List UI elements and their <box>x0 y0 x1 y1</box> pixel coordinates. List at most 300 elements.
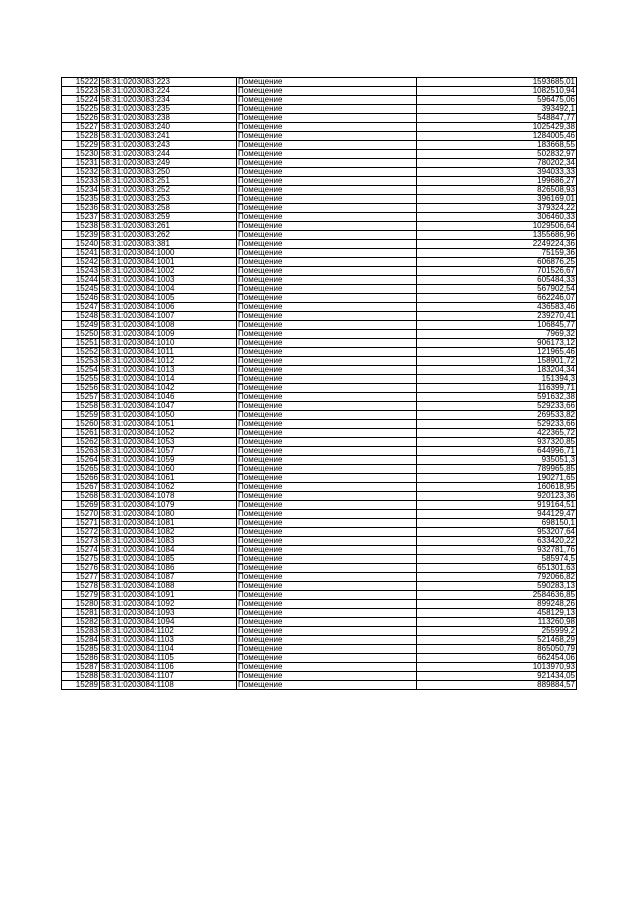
object-type-cell: Помещение <box>237 330 417 339</box>
cadastral-number-cell: 58:31:0203084:1008 <box>100 321 237 330</box>
cadastral-value-cell: 393492,1 <box>417 105 577 114</box>
table-row <box>62 537 577 546</box>
cadastral-value-cell: 590283,13 <box>417 582 577 591</box>
object-type-cell: Помещение <box>237 546 417 555</box>
object-type-cell: Помещение <box>237 573 417 582</box>
cadastral-value-cell: 306460,33 <box>417 213 577 222</box>
object-type-cell: Помещение <box>237 564 417 573</box>
object-type-cell: Помещение <box>237 645 417 654</box>
table-row <box>62 285 577 294</box>
object-type-cell: Помещение <box>237 474 417 483</box>
cadastral-value-cell: 1013970,93 <box>417 663 577 672</box>
object-type-cell: Помещение <box>237 276 417 285</box>
cadastral-number-cell: 58:31:0203084:1006 <box>100 303 237 312</box>
table-row <box>62 87 577 96</box>
cadastral-number-cell: 58:31:0203084:1083 <box>100 537 237 546</box>
cadastral-value-cell: 548847,77 <box>417 114 577 123</box>
table-row <box>62 240 577 249</box>
cadastral-number-cell: 58:31:0203084:1047 <box>100 402 237 411</box>
table-row <box>62 132 577 141</box>
object-type-cell: Помещение <box>237 483 417 492</box>
cadastral-value-cell: 644996,71 <box>417 447 577 456</box>
cadastral-number-cell: 58:31:0203083:238 <box>100 114 237 123</box>
cadastral-number-cell: 58:31:0203084:1002 <box>100 267 237 276</box>
table-row <box>62 276 577 285</box>
row-number-cell: 15240 <box>62 240 100 249</box>
object-type-cell: Помещение <box>237 555 417 564</box>
row-number-cell: 15271 <box>62 519 100 528</box>
row-number-cell: 15242 <box>62 258 100 267</box>
cadastral-number-cell: 58:31:0203083:259 <box>100 213 237 222</box>
row-number-cell: 15279 <box>62 591 100 600</box>
object-type-cell: Помещение <box>237 348 417 357</box>
table-row <box>62 645 577 654</box>
table-row <box>62 492 577 501</box>
cadastral-number-cell: 58:31:0203084:1007 <box>100 312 237 321</box>
cadastral-value-cell: 160618,95 <box>417 483 577 492</box>
row-number-cell: 15254 <box>62 366 100 375</box>
object-type-cell: Помещение <box>237 609 417 618</box>
cadastral-value-cell: 826508,93 <box>417 186 577 195</box>
object-type-cell: Помещение <box>237 303 417 312</box>
row-number-cell: 15225 <box>62 105 100 114</box>
cadastral-number-cell: 58:31:0203084:1107 <box>100 672 237 681</box>
cadastral-value-cell: 255999,2 <box>417 627 577 636</box>
cadastral-number-cell: 58:31:0203084:1061 <box>100 474 237 483</box>
cadastral-number-cell: 58:31:0203083:381 <box>100 240 237 249</box>
cadastral-value-cell: 920123,36 <box>417 492 577 501</box>
table-row <box>62 528 577 537</box>
cadastral-value-cell: 919164,51 <box>417 501 577 510</box>
row-number-cell: 15269 <box>62 501 100 510</box>
cadastral-value-cell: 906173,12 <box>417 339 577 348</box>
cadastral-value-cell: 502832,97 <box>417 150 577 159</box>
object-type-cell: Помещение <box>237 168 417 177</box>
table-row <box>62 546 577 555</box>
row-number-cell: 15248 <box>62 312 100 321</box>
table-row <box>62 213 577 222</box>
object-type-cell: Помещение <box>237 456 417 465</box>
table-row <box>62 600 577 609</box>
cadastral-number-cell: 58:31:0203084:1087 <box>100 573 237 582</box>
object-type-cell: Помещение <box>237 87 417 96</box>
object-type-cell: Помещение <box>237 672 417 681</box>
cadastral-number-cell: 58:31:0203083:234 <box>100 96 237 105</box>
row-number-cell: 15236 <box>62 204 100 213</box>
cadastral-value-cell: 7969,32 <box>417 330 577 339</box>
row-number-cell: 15244 <box>62 276 100 285</box>
cadastral-value-cell: 458129,13 <box>417 609 577 618</box>
row-number-cell: 15231 <box>62 159 100 168</box>
cadastral-value-cell: 921434,05 <box>417 672 577 681</box>
row-number-cell: 15250 <box>62 330 100 339</box>
object-type-cell: Помещение <box>237 78 417 87</box>
row-number-cell: 15286 <box>62 654 100 663</box>
table-row <box>62 564 577 573</box>
table-row <box>62 681 577 690</box>
cadastral-value-cell: 633420,22 <box>417 537 577 546</box>
cadastral-value-cell: 529233,66 <box>417 420 577 429</box>
cadastral-value-cell: 396169,01 <box>417 195 577 204</box>
row-number-cell: 15226 <box>62 114 100 123</box>
object-type-cell: Помещение <box>237 636 417 645</box>
cadastral-number-cell: 58:31:0203084:1001 <box>100 258 237 267</box>
cadastral-number-cell: 58:31:0203084:1046 <box>100 393 237 402</box>
row-number-cell: 15247 <box>62 303 100 312</box>
cadastral-number-cell: 58:31:0203084:1091 <box>100 591 237 600</box>
cadastral-number-cell: 58:31:0203083:223 <box>100 78 237 87</box>
object-type-cell: Помещение <box>237 195 417 204</box>
object-type-cell: Помещение <box>237 213 417 222</box>
row-number-cell: 15234 <box>62 186 100 195</box>
object-type-cell: Помещение <box>237 222 417 231</box>
table-row <box>62 573 577 582</box>
cadastral-value-cell: 932781,76 <box>417 546 577 555</box>
table-row <box>62 474 577 483</box>
object-type-cell: Помещение <box>237 366 417 375</box>
cadastral-value-cell: 151394,3 <box>417 375 577 384</box>
cadastral-number-cell: 58:31:0203084:1051 <box>100 420 237 429</box>
cadastral-value-cell: 1355686,96 <box>417 231 577 240</box>
cadastral-number-cell: 58:31:0203083:243 <box>100 141 237 150</box>
cadastral-number-cell: 58:31:0203084:1084 <box>100 546 237 555</box>
table-row <box>62 429 577 438</box>
row-number-cell: 15285 <box>62 645 100 654</box>
cadastral-value-cell: 789965,85 <box>417 465 577 474</box>
cadastral-number-cell: 58:31:0203084:1080 <box>100 510 237 519</box>
object-type-cell: Помещение <box>237 501 417 510</box>
table-row <box>62 420 577 429</box>
table-row <box>62 501 577 510</box>
object-type-cell: Помещение <box>237 519 417 528</box>
cadastral-number-cell: 58:31:0203084:1093 <box>100 609 237 618</box>
table-row <box>62 384 577 393</box>
cadastral-value-cell: 422365,72 <box>417 429 577 438</box>
table-row <box>62 411 577 420</box>
object-type-cell: Помещение <box>237 492 417 501</box>
cadastral-value-cell: 113260,98 <box>417 618 577 627</box>
table-row <box>62 312 577 321</box>
cadastral-number-cell: 58:31:0203083:244 <box>100 150 237 159</box>
cadastral-number-cell: 58:31:0203084:1086 <box>100 564 237 573</box>
cadastral-number-cell: 58:31:0203084:1104 <box>100 645 237 654</box>
object-type-cell: Помещение <box>237 186 417 195</box>
object-type-cell: Помещение <box>237 249 417 258</box>
table-row <box>62 627 577 636</box>
cadastral-value-cell: 2584636,85 <box>417 591 577 600</box>
cadastral-number-cell: 58:31:0203084:1105 <box>100 654 237 663</box>
row-number-cell: 15262 <box>62 438 100 447</box>
table-row <box>62 672 577 681</box>
row-number-cell: 15237 <box>62 213 100 222</box>
row-number-cell: 15227 <box>62 123 100 132</box>
cadastral-number-cell: 58:31:0203084:1079 <box>100 501 237 510</box>
row-number-cell: 15284 <box>62 636 100 645</box>
object-type-cell: Помещение <box>237 582 417 591</box>
table-row <box>62 168 577 177</box>
cadastral-value-cell: 662454,06 <box>417 654 577 663</box>
cadastral-number-cell: 58:31:0203084:1094 <box>100 618 237 627</box>
cadastral-number-cell: 58:31:0203084:1005 <box>100 294 237 303</box>
row-number-cell: 15228 <box>62 132 100 141</box>
cadastral-number-cell: 58:31:0203083:251 <box>100 177 237 186</box>
cadastral-value-cell: 199686,27 <box>417 177 577 186</box>
cadastral-value-cell: 158901,72 <box>417 357 577 366</box>
object-type-cell: Помещение <box>237 132 417 141</box>
object-type-cell: Помещение <box>237 150 417 159</box>
row-number-cell: 15289 <box>62 681 100 690</box>
row-number-cell: 15267 <box>62 483 100 492</box>
object-type-cell: Помещение <box>237 141 417 150</box>
row-number-cell: 15272 <box>62 528 100 537</box>
data-table <box>61 77 577 690</box>
object-type-cell: Помещение <box>237 537 417 546</box>
cadastral-number-cell: 58:31:0203083:258 <box>100 204 237 213</box>
object-type-cell: Помещение <box>237 240 417 249</box>
object-type-cell: Помещение <box>237 618 417 627</box>
cadastral-number-cell: 58:31:0203083:241 <box>100 132 237 141</box>
table-row <box>62 150 577 159</box>
table-row <box>62 249 577 258</box>
cadastral-value-cell: 596475,06 <box>417 96 577 105</box>
table-row <box>62 438 577 447</box>
cadastral-value-cell: 75159,36 <box>417 249 577 258</box>
cadastral-value-cell: 937320,85 <box>417 438 577 447</box>
table-row <box>62 339 577 348</box>
cadastral-value-cell: 183204,34 <box>417 366 577 375</box>
cadastral-value-cell: 865050,79 <box>417 645 577 654</box>
cadastral-number-cell: 58:31:0203083:261 <box>100 222 237 231</box>
object-type-cell: Помещение <box>237 447 417 456</box>
object-type-cell: Помещение <box>237 402 417 411</box>
row-number-cell: 15246 <box>62 294 100 303</box>
row-number-cell: 15266 <box>62 474 100 483</box>
cadastral-number-cell: 58:31:0203083:235 <box>100 105 237 114</box>
table-row <box>62 636 577 645</box>
table-row <box>62 618 577 627</box>
table-row <box>62 393 577 402</box>
row-number-cell: 15224 <box>62 96 100 105</box>
table-row <box>62 366 577 375</box>
cadastral-number-cell: 58:31:0203084:1108 <box>100 681 237 690</box>
cadastral-value-cell: 269533,82 <box>417 411 577 420</box>
table-row <box>62 96 577 105</box>
table-row <box>62 123 577 132</box>
cadastral-number-cell: 58:31:0203084:1053 <box>100 438 237 447</box>
cadastral-value-cell: 889884,57 <box>417 681 577 690</box>
object-type-cell: Помещение <box>237 393 417 402</box>
table-row <box>62 375 577 384</box>
table-row <box>62 348 577 357</box>
cadastral-number-cell: 58:31:0203084:1060 <box>100 465 237 474</box>
row-number-cell: 15265 <box>62 465 100 474</box>
cadastral-number-cell: 58:31:0203084:1003 <box>100 276 237 285</box>
row-number-cell: 15249 <box>62 321 100 330</box>
cadastral-value-cell: 591632,38 <box>417 393 577 402</box>
cadastral-number-cell: 58:31:0203084:1009 <box>100 330 237 339</box>
table-row <box>62 456 577 465</box>
row-number-cell: 15256 <box>62 384 100 393</box>
cadastral-number-cell: 58:31:0203084:1081 <box>100 519 237 528</box>
cadastral-value-cell: 944129,47 <box>417 510 577 519</box>
object-type-cell: Помещение <box>237 600 417 609</box>
table-row <box>62 465 577 474</box>
object-type-cell: Помещение <box>237 627 417 636</box>
row-number-cell: 15238 <box>62 222 100 231</box>
row-number-cell: 15274 <box>62 546 100 555</box>
row-number-cell: 15275 <box>62 555 100 564</box>
object-type-cell: Помещение <box>237 105 417 114</box>
table-row <box>62 609 577 618</box>
row-number-cell: 15243 <box>62 267 100 276</box>
cadastral-number-cell: 58:31:0203084:1102 <box>100 627 237 636</box>
table-row <box>62 177 577 186</box>
cadastral-number-cell: 58:31:0203083:262 <box>100 231 237 240</box>
cadastral-value-cell: 116399,71 <box>417 384 577 393</box>
cadastral-number-cell: 58:31:0203084:1010 <box>100 339 237 348</box>
table-row <box>62 510 577 519</box>
cadastral-value-cell: 529233,66 <box>417 402 577 411</box>
object-type-cell: Помещение <box>237 258 417 267</box>
cadastral-number-cell: 58:31:0203084:1013 <box>100 366 237 375</box>
cadastral-value-cell: 935051,3 <box>417 456 577 465</box>
cadastral-number-cell: 58:31:0203084:1078 <box>100 492 237 501</box>
table-row <box>62 582 577 591</box>
cadastral-value-cell: 606876,25 <box>417 258 577 267</box>
object-type-cell: Помещение <box>237 267 417 276</box>
object-type-cell: Помещение <box>237 231 417 240</box>
object-type-cell: Помещение <box>237 465 417 474</box>
object-type-cell: Помещение <box>237 114 417 123</box>
cadastral-number-cell: 58:31:0203083:249 <box>100 159 237 168</box>
table-row <box>62 231 577 240</box>
cadastral-value-cell: 899248,26 <box>417 600 577 609</box>
table-row <box>62 555 577 564</box>
object-type-cell: Помещение <box>237 681 417 690</box>
table-row <box>62 357 577 366</box>
table-row <box>62 258 577 267</box>
row-number-cell: 15276 <box>62 564 100 573</box>
cadastral-number-cell: 58:31:0203084:1011 <box>100 348 237 357</box>
row-number-cell: 15252 <box>62 348 100 357</box>
table-row <box>62 294 577 303</box>
row-number-cell: 15230 <box>62 150 100 159</box>
cadastral-number-cell: 58:31:0203084:1103 <box>100 636 237 645</box>
table-row <box>62 519 577 528</box>
cadastral-number-cell: 58:31:0203084:1000 <box>100 249 237 258</box>
cadastral-value-cell: 436583,46 <box>417 303 577 312</box>
row-number-cell: 15277 <box>62 573 100 582</box>
cadastral-value-cell: 1284005,46 <box>417 132 577 141</box>
row-number-cell: 15261 <box>62 429 100 438</box>
row-number-cell: 15288 <box>62 672 100 681</box>
table-row <box>62 330 577 339</box>
table-row <box>62 447 577 456</box>
object-type-cell: Помещение <box>237 438 417 447</box>
row-number-cell: 15239 <box>62 231 100 240</box>
table-row <box>62 321 577 330</box>
object-type-cell: Помещение <box>237 375 417 384</box>
object-type-cell: Помещение <box>237 321 417 330</box>
cadastral-value-cell: 121965,46 <box>417 348 577 357</box>
cadastral-value-cell: 662246,07 <box>417 294 577 303</box>
table-row <box>62 267 577 276</box>
cadastral-number-cell: 58:31:0203084:1088 <box>100 582 237 591</box>
table-row <box>62 159 577 168</box>
cadastral-number-cell: 58:31:0203084:1085 <box>100 555 237 564</box>
cadastral-value-cell: 521468,29 <box>417 636 577 645</box>
table-row <box>62 78 577 87</box>
cadastral-value-cell: 651301,63 <box>417 564 577 573</box>
cadastral-value-cell: 605484,33 <box>417 276 577 285</box>
cadastral-number-cell: 58:31:0203084:1106 <box>100 663 237 672</box>
cadastral-value-cell: 585974,5 <box>417 555 577 564</box>
row-number-cell: 15258 <box>62 402 100 411</box>
cadastral-value-cell: 701526,67 <box>417 267 577 276</box>
object-type-cell: Помещение <box>237 654 417 663</box>
cadastral-number-cell: 58:31:0203083:253 <box>100 195 237 204</box>
object-type-cell: Помещение <box>237 123 417 132</box>
table-row <box>62 105 577 114</box>
row-number-cell: 15259 <box>62 411 100 420</box>
cadastral-number-cell: 58:31:0203084:1062 <box>100 483 237 492</box>
row-number-cell: 15235 <box>62 195 100 204</box>
cadastral-number-cell: 58:31:0203084:1057 <box>100 447 237 456</box>
row-number-cell: 15287 <box>62 663 100 672</box>
cadastral-number-cell: 58:31:0203084:1004 <box>100 285 237 294</box>
row-number-cell: 15264 <box>62 456 100 465</box>
cadastral-number-cell: 58:31:0203083:240 <box>100 123 237 132</box>
row-number-cell: 15283 <box>62 627 100 636</box>
row-number-cell: 15222 <box>62 78 100 87</box>
object-type-cell: Помещение <box>237 528 417 537</box>
cadastral-number-cell: 58:31:0203083:252 <box>100 186 237 195</box>
row-number-cell: 15223 <box>62 87 100 96</box>
row-number-cell: 15280 <box>62 600 100 609</box>
cadastral-value-cell: 792066,82 <box>417 573 577 582</box>
row-number-cell: 15251 <box>62 339 100 348</box>
object-type-cell: Помещение <box>237 411 417 420</box>
row-number-cell: 15273 <box>62 537 100 546</box>
table-row <box>62 402 577 411</box>
object-type-cell: Помещение <box>237 177 417 186</box>
row-number-cell: 15229 <box>62 141 100 150</box>
row-number-cell: 15270 <box>62 510 100 519</box>
row-number-cell: 15278 <box>62 582 100 591</box>
cadastral-number-cell: 58:31:0203084:1050 <box>100 411 237 420</box>
cadastral-number-cell: 58:31:0203084:1082 <box>100 528 237 537</box>
cadastral-value-cell: 698150,1 <box>417 519 577 528</box>
row-number-cell: 15257 <box>62 393 100 402</box>
object-type-cell: Помещение <box>237 663 417 672</box>
object-type-cell: Помещение <box>237 420 417 429</box>
object-type-cell: Помещение <box>237 429 417 438</box>
row-number-cell: 15232 <box>62 168 100 177</box>
cadastral-number-cell: 58:31:0203084:1092 <box>100 600 237 609</box>
object-type-cell: Помещение <box>237 357 417 366</box>
row-number-cell: 15282 <box>62 618 100 627</box>
row-number-cell: 15245 <box>62 285 100 294</box>
row-number-cell: 15241 <box>62 249 100 258</box>
object-type-cell: Помещение <box>237 294 417 303</box>
cadastral-value-cell: 379324,22 <box>417 204 577 213</box>
cadastral-number-cell: 58:31:0203084:1014 <box>100 375 237 384</box>
table-row <box>62 654 577 663</box>
table-row <box>62 114 577 123</box>
table-row <box>62 303 577 312</box>
cadastral-number-cell: 58:31:0203084:1059 <box>100 456 237 465</box>
table-row <box>62 222 577 231</box>
